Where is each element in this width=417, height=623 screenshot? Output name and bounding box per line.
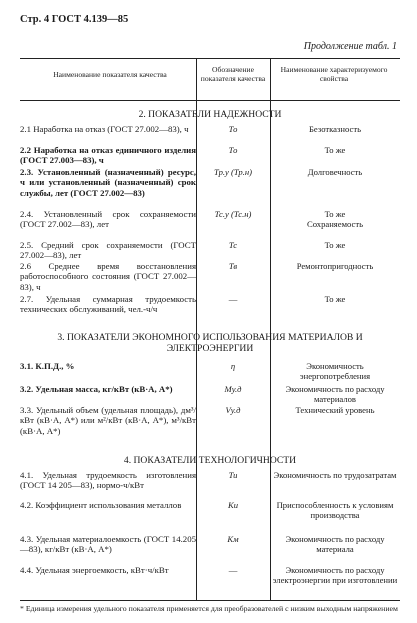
- column-header-name: Наименование показателя качества: [53, 70, 167, 79]
- row-property: То же: [324, 294, 346, 304]
- row-symbol: —: [228, 565, 238, 575]
- row-symbol: Тр.у (Тр.н): [214, 167, 252, 177]
- row-symbol: Му.д: [224, 384, 242, 394]
- row-symbol: —: [228, 294, 238, 304]
- footnote: * Единица измерения удельного показателя применяется для преобразователей с низким выходным напряжением: [20, 604, 398, 613]
- row-symbol: То: [228, 124, 238, 134]
- row-name: 2.2 Наработка на отказ единичного изделия (ГОСТ 27.003—83), ч: [20, 145, 196, 166]
- row-property: Экономичность по расходу электроэнергии при изготовлении: [272, 565, 398, 586]
- row-property: Экономичность по расходу материалов: [285, 384, 385, 405]
- table-bottom-rule: [20, 600, 400, 601]
- row-name: 2.7. Удельная суммарная трудоемкость технических обслуживаний, чел.-ч/ч: [20, 294, 196, 315]
- column-divider-1: [196, 58, 197, 600]
- table-continuation: Продолжение табл. 1: [303, 41, 397, 52]
- section-title-manufacturability: 4. ПОКАЗАТЕЛИ ТЕХНОЛОГИЧНОСТИ: [123, 455, 297, 466]
- row-name: 4.3. Удельная материалоемкость (ГОСТ 14.205—83), кг/кВт (кВ·А, А*): [20, 534, 196, 555]
- table-header-rule: [20, 100, 400, 101]
- row-symbol: η: [230, 361, 236, 371]
- row-symbol: Тс: [228, 240, 238, 250]
- row-name: 4.4. Удельная энергоемкость, кВт·ч/кВт: [20, 565, 169, 575]
- row-name: 3.3. Удельный объем (удельная площадь), дм³/кВт (кВ·А, А*) или м²/кВт (кВ·А, А*), м³/кВт (кВ·А, А*): [20, 405, 196, 436]
- table-top-rule: [20, 58, 400, 59]
- page-header: Стр. 4 ГОСТ 4.139—85: [20, 14, 129, 25]
- section-title-materials: 3. ПОКАЗАТЕЛИ ЭКОНОМНОГО ИСПОЛЬЗОВАНИЯ МАТЕРИАЛОВ И ЭЛЕКТРОЭНЕРГИИ: [57, 332, 363, 354]
- row-property: Технический уровень: [295, 405, 375, 415]
- row-property: То же: [324, 240, 346, 250]
- row-property: Безотказность: [309, 124, 361, 134]
- row-name: 4.2. Коэффициент использования металлов: [20, 500, 182, 510]
- row-name: 4.1. Удельная трудоемкость изготовления (ГОСТ 14 205—83), нормо-ч/кВт: [20, 470, 196, 491]
- row-symbol: Ти: [228, 470, 238, 480]
- row-property: Экономичность по расходу материала: [285, 534, 385, 555]
- row-property: То же Сохраняемость: [306, 209, 364, 230]
- row-property: Экономичность энергопотребления: [299, 361, 371, 382]
- column-header-symbol: Обозначение показателя качества: [200, 65, 266, 83]
- column-header-property: Наименование характеризуемого свойства: [280, 65, 388, 83]
- row-name: 3.2. Удельная масса, кг/кВт (кВ·А, А*): [20, 384, 173, 394]
- row-property: Приспособленность к условиям производства: [276, 500, 394, 521]
- row-property: То же: [324, 145, 346, 155]
- row-property: Долговечность: [307, 167, 363, 177]
- row-symbol: Vу.д: [225, 405, 241, 415]
- row-symbol: Тс.у (Тс.н): [214, 209, 252, 219]
- row-name: 2.3. Установленный (назначенный) ресурс, ч или установленный (назначенный) срок службы, лет (ГОСТ 27.002—83): [20, 167, 196, 198]
- row-name: 3.1. К.П.Д., %: [20, 361, 75, 371]
- row-property: Ремонтопригодность: [296, 261, 374, 271]
- section-title-reliability: 2. ПОКАЗАТЕЛИ НАДЕЖНОСТИ: [138, 109, 282, 120]
- row-name: 2.4. Установленный срок сохраняемости (ГОСТ 27.002—83), лет: [20, 209, 196, 230]
- row-name: 2.6 Среднее время восстановления работоспособного состояния (ГОСТ 27.002—83), ч: [20, 261, 196, 292]
- row-symbol: Ки: [227, 500, 238, 510]
- row-name: 2.5. Средний срок сохраняемости (ГОСТ 27.002—83), лет: [20, 240, 196, 261]
- row-symbol: Тв: [228, 261, 238, 271]
- row-symbol: Км: [227, 534, 239, 544]
- row-symbol: То: [228, 145, 238, 155]
- row-name: 2.1 Наработка на отказ (ГОСТ 27.002—83), ч: [20, 124, 189, 134]
- row-property: Экономичность по трудозатратам: [273, 470, 397, 480]
